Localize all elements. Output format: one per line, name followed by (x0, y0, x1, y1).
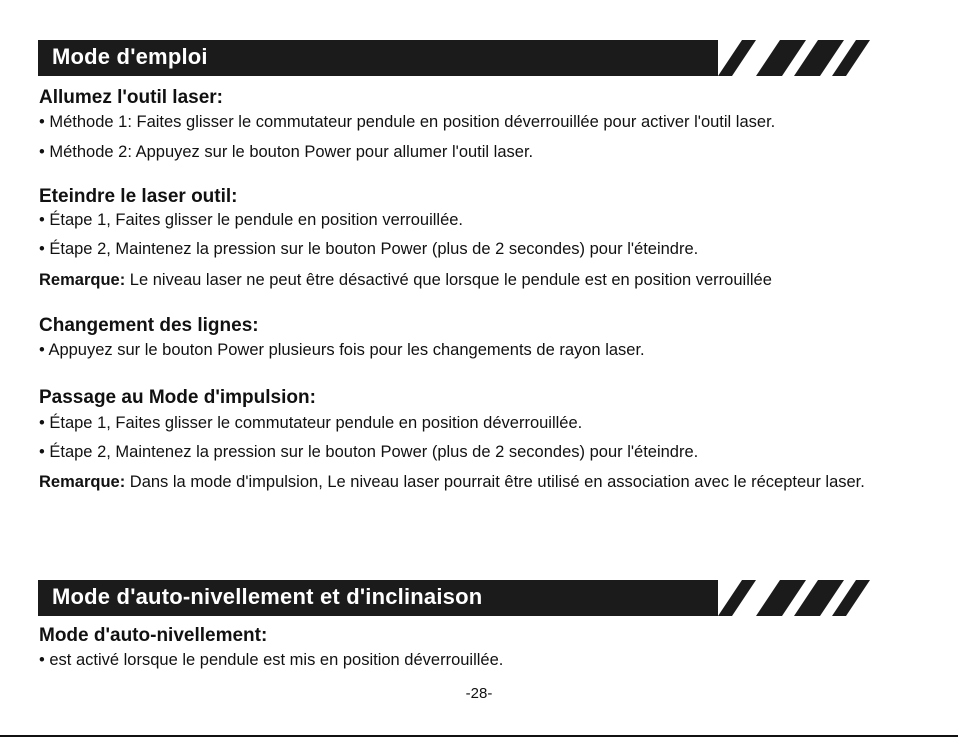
list-item: • Étape 2, Maintenez la pression sur le bouton Power (plus de 2 secondes) pour l'éteindre. (39, 443, 699, 461)
list-item: • est activé lorsque le pendule est mis en position déverrouillée. (39, 651, 504, 669)
section-banner-auto-nivellement (38, 580, 868, 616)
banner-stripes-decoration (700, 40, 870, 76)
heading-auto-nivellement: Mode d'auto-nivellement: (39, 625, 268, 646)
remark-label: Remarque: (39, 473, 126, 491)
list-item: • Étape 1, Faites glisser le commutateur pendule en position déverrouillée. (39, 414, 583, 432)
remark-label: Remarque: (39, 271, 126, 289)
section-title: Mode d'auto-nivellement et d'inclinaison (52, 584, 483, 609)
list-item: • Méthode 1: Faites glisser le commutateur pendule en position déverrouillée pour activer l'outil laser. (39, 113, 776, 131)
list-item: • Méthode 2: Appuyez sur le bouton Power pour allumer l'outil laser. (39, 143, 534, 161)
list-item: • Étape 2, Maintenez la pression sur le bouton Power (plus de 2 secondes) pour l'éteindre. (39, 240, 699, 258)
list-item: • Étape 1, Faites glisser le pendule en position verrouillée. (39, 211, 464, 229)
heading-eteindre: Eteindre le laser outil: (39, 186, 238, 207)
remark-passage (39, 470, 909, 494)
heading-changement: Changement des lignes: (39, 315, 259, 336)
heading-passage: Passage au Mode d'impulsion: (39, 387, 316, 408)
remark-eteindre (39, 268, 929, 292)
banner-stripes-decoration (700, 580, 870, 616)
page-number: -28- (465, 685, 493, 702)
list-item: • Appuyez sur le bouton Power plusieurs fois pour les changements de rayon laser. (39, 341, 645, 359)
remark-text: Dans la mode d'impulsion, Le niveau laser pourrait être utilisé en association avec le récepteur laser. (125, 473, 865, 491)
section-banner-mode-emploi (38, 40, 868, 76)
heading-allumez: Allumez l'outil laser: (39, 87, 223, 108)
section-title: Mode d'emploi (52, 44, 208, 69)
remark-text: Le niveau laser ne peut être désactivé que lorsque le pendule est en position verrouillée (125, 271, 772, 289)
footer-divider (0, 735, 958, 737)
